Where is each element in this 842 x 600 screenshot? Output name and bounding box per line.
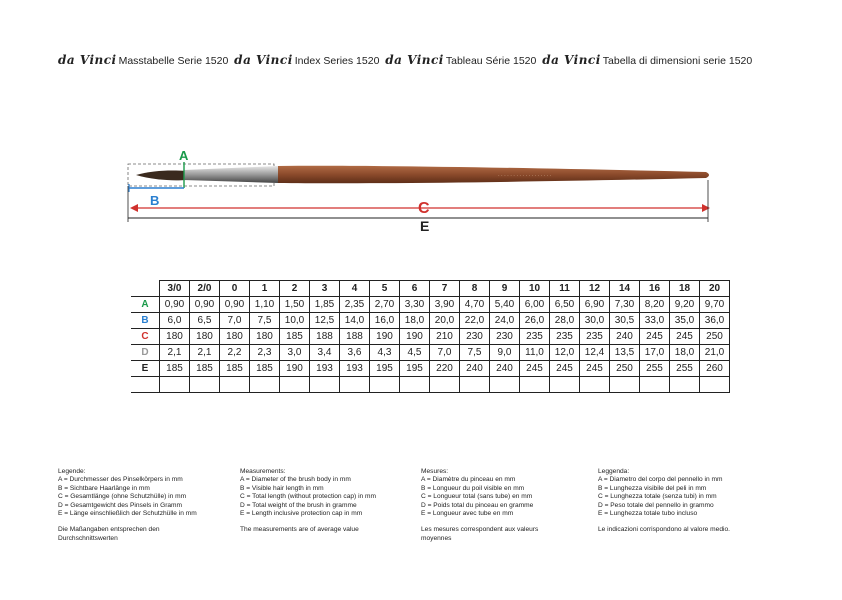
legend-item: B = Longueur du poil visible en mm	[421, 484, 525, 492]
table-cell: 2,2	[220, 345, 250, 361]
table-cell: 0,90	[220, 297, 250, 313]
table-empty-cell	[580, 377, 610, 393]
table-cell: 18,0	[400, 313, 430, 329]
legend-english	[240, 468, 376, 535]
table-cell: 12,0	[550, 345, 580, 361]
table-empty-cell	[490, 377, 520, 393]
size-header-cell: 11	[550, 281, 580, 297]
table-cell: 235	[520, 329, 550, 345]
table-row	[131, 297, 730, 313]
size-header-cell: 12	[580, 281, 610, 297]
brush-hair	[136, 170, 186, 180]
row-label: A	[131, 297, 160, 313]
legend-item: A = Diamètre du pinceau en mm	[421, 476, 516, 484]
table-cell: 4,3	[370, 345, 400, 361]
legend-item: A = Durchmesser des Pinselkörpers in mm	[58, 476, 183, 484]
table-cell: 260	[700, 361, 730, 377]
title-bar	[58, 53, 778, 71]
table-cell: 9,0	[490, 345, 520, 361]
table-cell: 245	[520, 361, 550, 377]
table-row	[131, 329, 730, 345]
size-header-cell: 0	[220, 281, 250, 297]
table-cell: 185	[250, 361, 280, 377]
brand-logo: da Vinci	[234, 53, 293, 67]
brush-handle	[278, 166, 709, 183]
title-text-it: Tabella di dimensioni serie 1520	[602, 55, 753, 67]
table-empty-cell	[250, 377, 280, 393]
table-cell: 22,0	[460, 313, 490, 329]
table-cell: 188	[340, 329, 370, 345]
table-cell: 12,5	[310, 313, 340, 329]
table-cell: 7,5	[460, 345, 490, 361]
table-cell: 250	[610, 361, 640, 377]
legend-item: D = Gesamtgewicht des Pinsels in Gramm	[58, 501, 183, 509]
table-cell: 35,0	[670, 313, 700, 329]
table-empty-cell	[460, 377, 490, 393]
table-cell: 24,0	[490, 313, 520, 329]
legend-note: Die Maßangaben entsprechen den	[58, 526, 160, 534]
table-cell: 180	[190, 329, 220, 345]
table-cell: 235	[550, 329, 580, 345]
table-cell: 36,0	[700, 313, 730, 329]
size-header-cell: 8	[460, 281, 490, 297]
table-empty-cell	[400, 377, 430, 393]
size-header-cell: 2	[280, 281, 310, 297]
table-empty-cell	[190, 377, 220, 393]
row-label: D	[131, 345, 160, 361]
table-cell: 18,0	[670, 345, 700, 361]
legend-heading: Legende:	[58, 468, 86, 475]
table-empty-cell	[220, 377, 250, 393]
table-cell: 195	[400, 361, 430, 377]
dimension-a-label: A	[179, 148, 189, 163]
table-row	[131, 361, 730, 377]
table-cell: 3,0	[280, 345, 310, 361]
table-empty-cell	[340, 377, 370, 393]
table-cell: 7,0	[430, 345, 460, 361]
table-cell: 4,5	[400, 345, 430, 361]
legend-spacer	[240, 518, 376, 526]
table-cell: 5,40	[490, 297, 520, 313]
legend-item: A = Diametro del corpo del pennello in mm	[598, 476, 723, 484]
table-cell: 17,0	[640, 345, 670, 361]
table-cell: 6,0	[160, 313, 190, 329]
table-cell: 6,00	[520, 297, 550, 313]
table-empty-cell	[160, 377, 190, 393]
row-label: C	[131, 329, 160, 345]
table-cell: 21,0	[700, 345, 730, 361]
table-cell: 245	[670, 329, 700, 345]
table-cell: 185	[160, 361, 190, 377]
legend-german	[58, 468, 197, 543]
legend-item: B = Lunghezza visibile del peli in mm	[598, 484, 707, 492]
table-cell: 7,5	[250, 313, 280, 329]
table-cell: 1,10	[250, 297, 280, 313]
title-text-en: Index Series 1520	[294, 55, 380, 67]
table-cell: 1,85	[310, 297, 340, 313]
legend-item: E = Lunghezza totale tubo incluso	[598, 510, 698, 518]
table-cell: 250	[700, 329, 730, 345]
title-text-de: Masstabelle Serie 1520	[118, 55, 229, 67]
size-header-cell: 4	[340, 281, 370, 297]
legend-note: Les mesures correspondent aux valeurs	[421, 526, 539, 534]
legend-item: C = Total length (without protection cap) in mm	[240, 493, 377, 501]
table-cell: 3,6	[340, 345, 370, 361]
table-cell: 190	[370, 329, 400, 345]
table-cell: 4,70	[460, 297, 490, 313]
size-header-cell: 3/0	[160, 281, 190, 297]
table-row	[131, 345, 730, 361]
table-cell: 255	[640, 361, 670, 377]
table-cell: 11,0	[520, 345, 550, 361]
table-cell: 193	[310, 361, 340, 377]
table-empty-cell	[370, 377, 400, 393]
table-cell: 190	[400, 329, 430, 345]
row-label: B	[131, 313, 160, 329]
table-cell: 255	[670, 361, 700, 377]
legend-note: Durchschnittswerten	[58, 534, 118, 542]
table-cell: 3,4	[310, 345, 340, 361]
table-cell: 180	[250, 329, 280, 345]
table-cell: 185	[190, 361, 220, 377]
table-cell: 3,30	[400, 297, 430, 313]
dimension-c-arrow-left	[130, 204, 138, 212]
brand-logo: da Vinci	[58, 53, 117, 67]
table-cell: 3,90	[430, 297, 460, 313]
table-cell: 7,0	[220, 313, 250, 329]
size-header-cell: 2/0	[190, 281, 220, 297]
table-cell: 26,0	[520, 313, 550, 329]
table-cell: 240	[460, 361, 490, 377]
legend-item: A = Diameter of the brush body in mm	[240, 476, 351, 484]
table-cell: 195	[370, 361, 400, 377]
table-cell: 220	[430, 361, 460, 377]
legend-heading: Measurements:	[240, 468, 286, 475]
table-cell: 2,70	[370, 297, 400, 313]
size-header-cell: 1	[250, 281, 280, 297]
table-cell: 20,0	[430, 313, 460, 329]
table-cell: 193	[340, 361, 370, 377]
legend-french	[421, 468, 538, 543]
brush-ferrule	[184, 166, 278, 183]
legend-item: B = Sichtbare Haarlänge in mm	[58, 484, 150, 492]
size-header-cell: 18	[670, 281, 700, 297]
legend-heading: Mesures:	[421, 468, 449, 475]
table-row	[131, 313, 730, 329]
table-cell: 7,30	[610, 297, 640, 313]
table-cell: 0,90	[190, 297, 220, 313]
table-empty-cell	[520, 377, 550, 393]
handle-imprint: · · · · · · · · · · · · · · · · · ·	[498, 173, 552, 179]
size-header-cell: 3	[310, 281, 340, 297]
table-cell: 210	[430, 329, 460, 345]
size-table	[131, 280, 730, 393]
legend-note: moyennes	[421, 534, 452, 542]
legend-italian	[598, 468, 730, 535]
title-segment-fr	[385, 53, 539, 67]
table-cell: 28,0	[550, 313, 580, 329]
legend-item: B = Visible hair length in mm	[240, 484, 324, 492]
table-cell: 185	[280, 329, 310, 345]
title-segment-en	[234, 53, 382, 67]
legend-item: E = Longueur avec tube en mm	[421, 510, 514, 518]
legend-item: C = Longueur total (sans tube) en mm	[421, 493, 533, 501]
table-cell: 30,0	[580, 313, 610, 329]
size-header-cell: 9	[490, 281, 520, 297]
legend-item: E = Length inclusive protection cap in mm	[240, 510, 363, 518]
table-empty-cell	[670, 377, 700, 393]
table-cell: 230	[460, 329, 490, 345]
table-cell: 2,1	[160, 345, 190, 361]
size-header-cell: 5	[370, 281, 400, 297]
table-cell: 13,5	[610, 345, 640, 361]
row-label: E	[131, 361, 160, 377]
dimension-b-label: B	[150, 193, 160, 208]
table-cell: 6,5	[190, 313, 220, 329]
table-cell: 10,0	[280, 313, 310, 329]
brand-logo: da Vinci	[385, 53, 444, 67]
table-cell: 180	[220, 329, 250, 345]
table-cell: 245	[550, 361, 580, 377]
legend-item: D = Peso totale del pennello in grammo	[598, 501, 714, 509]
table-cell: 2,1	[190, 345, 220, 361]
table-cell: 30,5	[610, 313, 640, 329]
table-cell: 0,90	[160, 297, 190, 313]
table-empty-cell	[700, 377, 730, 393]
table-empty-cell	[280, 377, 310, 393]
table-cell: 16,0	[370, 313, 400, 329]
table-cell: 240	[610, 329, 640, 345]
table-cell: 33,0	[640, 313, 670, 329]
title-segment-de	[58, 53, 231, 67]
dimension-c-label: C	[418, 200, 430, 217]
title-segment-it	[542, 53, 752, 67]
table-empty-cell	[430, 377, 460, 393]
table-header-row	[131, 281, 730, 297]
legend-item: D = Total weight of the brush in gramme	[240, 501, 357, 509]
title-text-fr: Tableau Série 1520	[445, 55, 537, 67]
table-cell: 240	[490, 361, 520, 377]
legend-spacer	[58, 518, 197, 526]
table-cell: 1,50	[280, 297, 310, 313]
brand-logo: da Vinci	[542, 53, 601, 67]
table-cell: 245	[640, 329, 670, 345]
legend-note: The measurements are of average value	[240, 526, 359, 534]
legend-item: E = Länge einschließlich der Schutzhülle in mm	[58, 510, 197, 518]
table-empty-cell	[131, 377, 160, 393]
brush-diagram	[118, 140, 718, 240]
table-empty-cell	[640, 377, 670, 393]
table-corner-cell	[131, 281, 160, 297]
legend-item: C = Lunghezza totale (senza tubi) in mm	[598, 493, 717, 501]
table-cell: 6,90	[580, 297, 610, 313]
table-cell: 6,50	[550, 297, 580, 313]
table-cell: 9,70	[700, 297, 730, 313]
size-header-cell: 14	[610, 281, 640, 297]
table-cell: 2,3	[250, 345, 280, 361]
legend-note: Le indicazioni corrispondono al valore medio.	[598, 526, 730, 534]
legend-spacer	[598, 518, 730, 526]
size-header-cell: 7	[430, 281, 460, 297]
table-cell: 245	[580, 361, 610, 377]
table-cell: 8,20	[640, 297, 670, 313]
size-header-cell: 16	[640, 281, 670, 297]
size-header-cell: 10	[520, 281, 550, 297]
table-body	[131, 297, 730, 393]
table-cell: 188	[310, 329, 340, 345]
table-cell: 12,4	[580, 345, 610, 361]
dimension-c-arrow-right	[702, 204, 710, 212]
legend-spacer	[421, 518, 538, 526]
legend-item: D = Poids total du pinceau en gramme	[421, 501, 534, 509]
size-header-cell: 6	[400, 281, 430, 297]
table-empty-cell	[310, 377, 340, 393]
table-cell: 180	[160, 329, 190, 345]
legend-item: C = Gesamtlänge (ohne Schutzhülle) in mm	[58, 493, 187, 501]
table-empty-cell	[610, 377, 640, 393]
table-empty-row	[131, 377, 730, 393]
size-header-cell: 20	[700, 281, 730, 297]
table-cell: 2,35	[340, 297, 370, 313]
dimension-e-label: E	[420, 218, 430, 234]
table-cell: 14,0	[340, 313, 370, 329]
table-cell: 185	[220, 361, 250, 377]
table-cell: 190	[280, 361, 310, 377]
table-empty-cell	[550, 377, 580, 393]
table-cell: 235	[580, 329, 610, 345]
legend-heading: Leggenda:	[598, 468, 630, 475]
table-cell: 9,20	[670, 297, 700, 313]
table-cell: 230	[490, 329, 520, 345]
